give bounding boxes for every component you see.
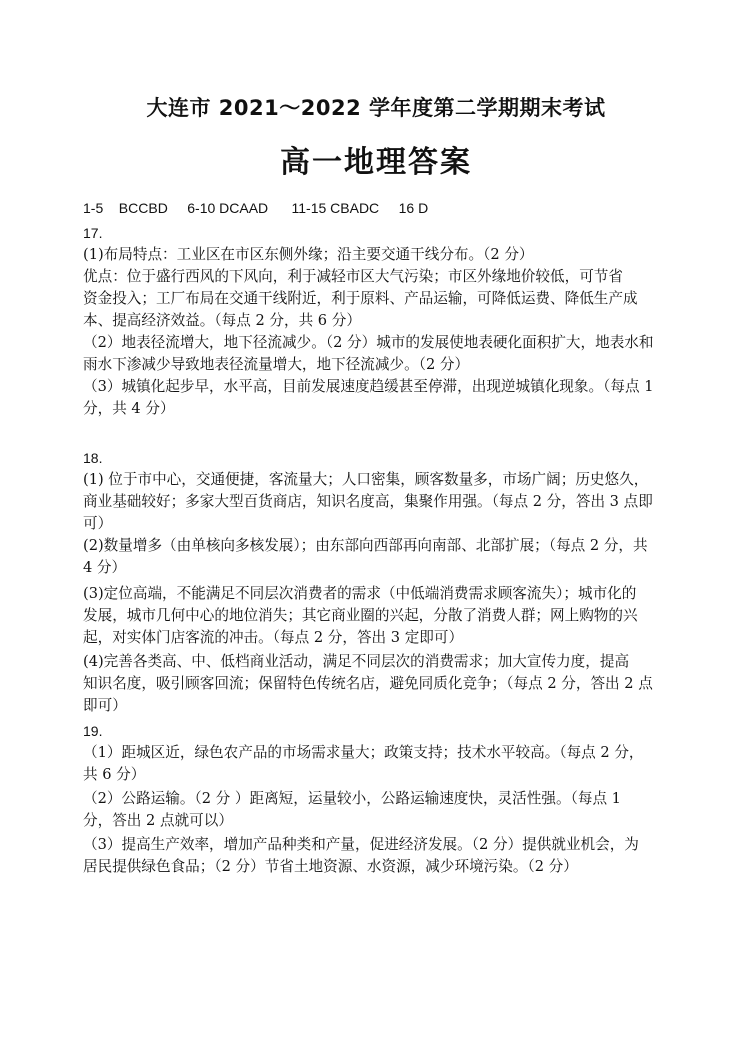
q17-line: 雨水下渗减少导致地表径流量增大，地下径流减少。（2 分） bbox=[83, 356, 470, 373]
exam-title: 大连市 2021～2022 学年度第二学期期末考试 bbox=[146, 96, 606, 120]
q18-line: (1) 位于市中心，交通便捷，客流量大；人口密集，顾客数量多，市场广阔；历史悠久， bbox=[83, 471, 649, 488]
q18-number: 18. bbox=[83, 450, 103, 466]
q19-line: （3）提高生产效率，增加产品种类和产量，促进经济发展。（2 分）提供就业机会，为 bbox=[83, 836, 639, 853]
q17-line: 分，共 4 分） bbox=[83, 400, 175, 417]
q17-line: 本、提高经济效益。（每点 2 分，共 6 分） bbox=[83, 312, 361, 329]
q18-line: 可） bbox=[83, 515, 113, 532]
q17-line: （3）城镇化起步早，水平高，目前发展速度趋缓甚至停滞，出现逆城镇化现象。（每点 1 bbox=[83, 378, 654, 395]
q19-line: 共 6 分） bbox=[83, 766, 146, 783]
q17-line: 优点：位于盛行西风的下风向，利于减轻市区大气污染；市区外缘地价较低，可节省 bbox=[83, 268, 623, 285]
q18-line: 4 分） bbox=[83, 559, 127, 576]
q19-line: 分，答出 2 点就可以） bbox=[83, 812, 233, 829]
q17-line: （2）地表径流增大，地下径流减少。（2 分）城市的发展使地表硬化面积扩大，地表水和 bbox=[83, 334, 654, 351]
q18-line: 即可） bbox=[83, 697, 127, 714]
q17-number: 17. bbox=[83, 225, 103, 241]
q19-line: （2）公路运输。（2 分 ）距离短，运量较小，公路运输速度快，灵活性强。（每点 1 bbox=[83, 790, 621, 807]
q17-line: 资金投入；工厂布局在交通干线附近，利于原料、产品运输，可降低运费、降低生产成 bbox=[83, 290, 638, 307]
subject-title: 高一地理答案 bbox=[280, 145, 472, 180]
q19-number: 19. bbox=[83, 723, 103, 739]
q18-line: (3)定位高端，不能满足不同层次消费者的需求（中低端消费需求顾客流失）；城市化的 bbox=[83, 585, 637, 602]
q18-line: 商业基础较好；多家大型百货商店，知识名度高，集聚作用强。（每点 2 分，答出 3 点即 bbox=[83, 493, 653, 510]
q19-line: 居民提供绿色食品；（2 分）节省土地资源、水资源，减少环境污染。（2 分） bbox=[83, 858, 578, 875]
q18-line: 发展，城市几何中心的地位消失；其它商业圈的兴起，分散了消费人群；网上购物的兴 bbox=[83, 607, 638, 624]
q19-line: （1）距城区近，绿色农产品的市场需求量大；政策支持；技术水平较高。（每点 2 分， bbox=[83, 744, 644, 761]
q18-line: (2)数量增多（由单核向多核发展）；由东部向西部再向南部、北部扩展；（每点 2 分，共 bbox=[83, 537, 648, 554]
q18-line: 起，对实体门店客流的冲击。（每点 2 分，答出 3 定即可） bbox=[83, 629, 464, 646]
q18-line: (4)完善各类高、中、低档商业活动，满足不同层次的消费需求；加大宣传力度，提高 bbox=[83, 653, 630, 670]
q17-line: (1)布局特点：工业区在市区东侧外缘；沿主要交通干线分布。（2 分） bbox=[83, 246, 534, 263]
q18-line: 知识名度，吸引顾客回流；保留特色传统名店，避免同质化竞争；（每点 2 分，答出 2 点 bbox=[83, 675, 653, 692]
multiple-choice-answers: 1-5 BCCBD 6-10 DCAAD 11-15 CBADC 16 D bbox=[83, 200, 429, 216]
